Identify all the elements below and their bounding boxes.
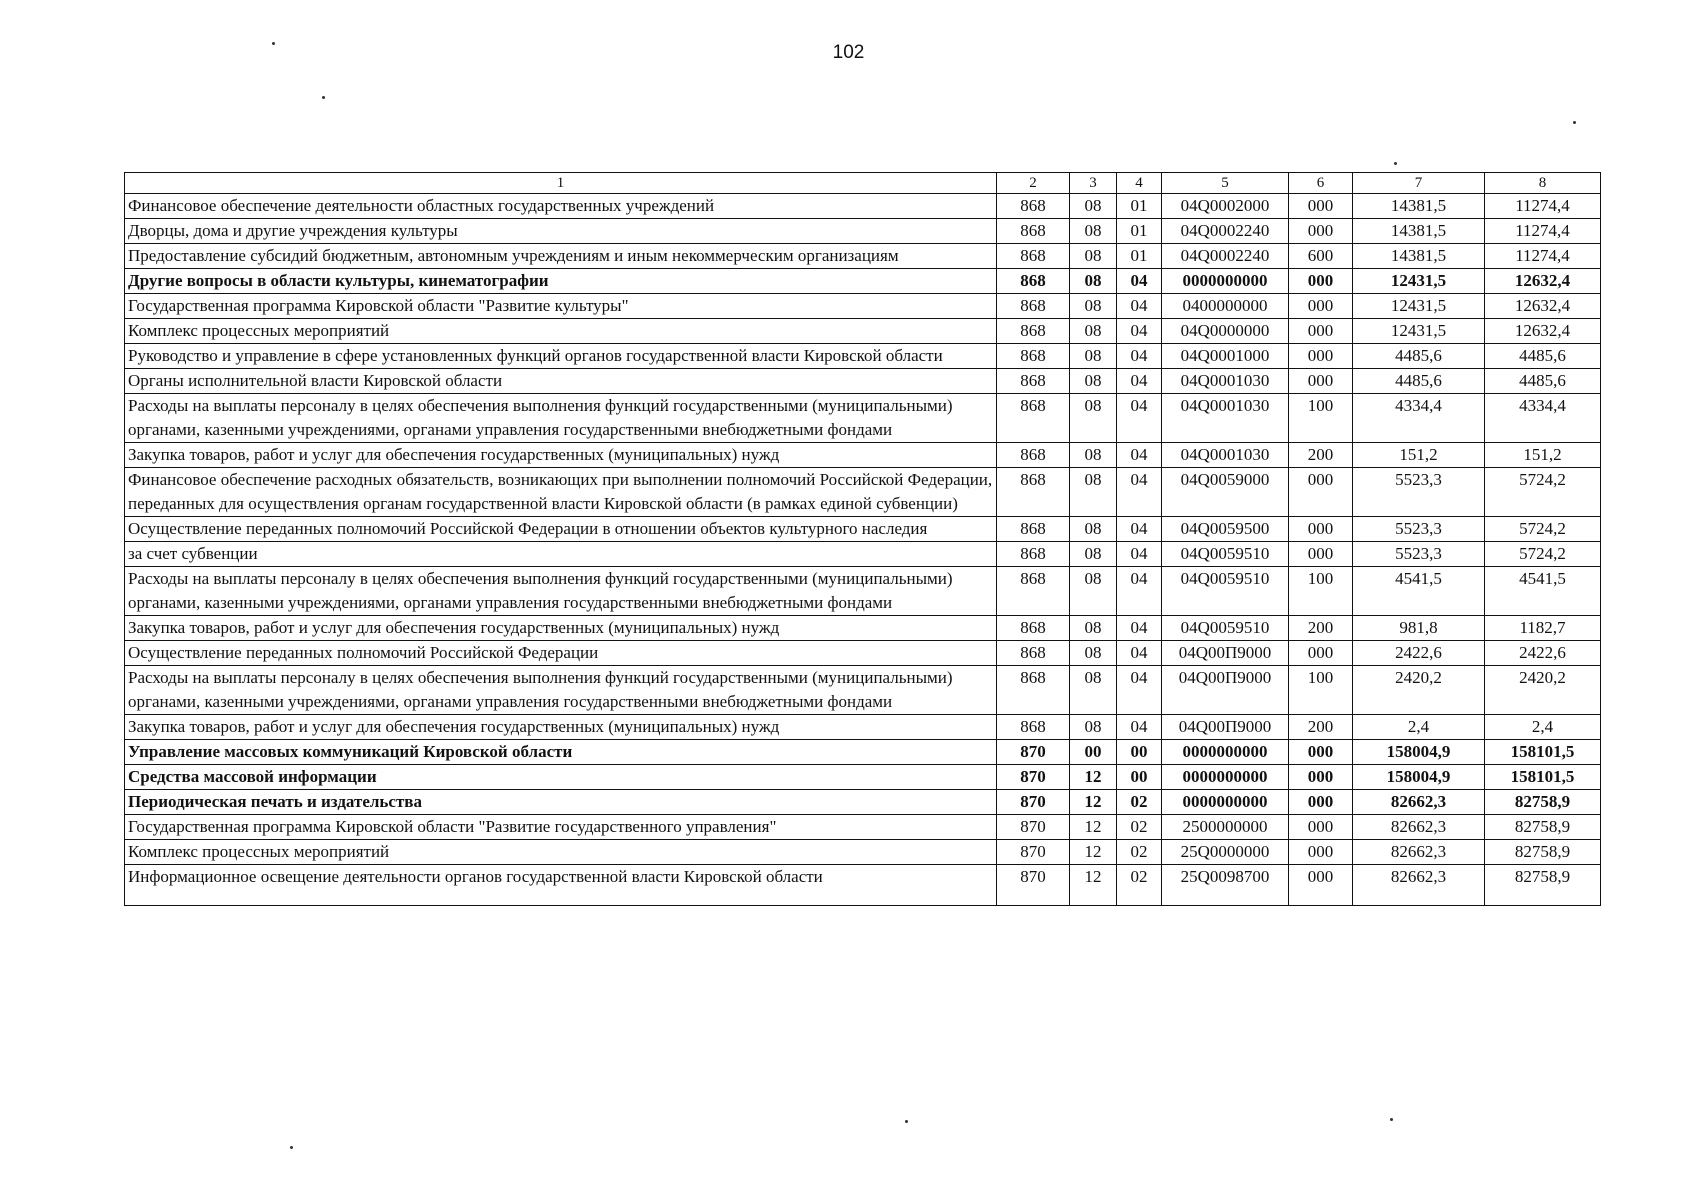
budget-table [124,172,1601,906]
row-name-cell: Комплекс процессных мероприятий [125,319,997,344]
value-cell: 04 [1117,468,1162,517]
value-cell: 868 [997,517,1070,542]
column-header: 8 [1485,173,1601,194]
table-row [125,319,1601,344]
value-cell: 04 [1117,542,1162,567]
value-cell: 08 [1070,394,1117,443]
value-cell: 000 [1289,517,1353,542]
value-cell: 04Q0002240 [1162,244,1289,269]
value-cell: 08 [1070,369,1117,394]
value-cell: 870 [997,865,1070,906]
value-cell: 04 [1117,269,1162,294]
value-cell: 04 [1117,641,1162,666]
value-cell: 158101,5 [1485,765,1601,790]
value-cell: 2500000000 [1162,815,1289,840]
row-name-cell: Средства массовой информации [125,765,997,790]
value-cell: 82758,9 [1485,840,1601,865]
value-cell: 0000000000 [1162,740,1289,765]
value-cell: 04Q0001000 [1162,344,1289,369]
value-cell: 12 [1070,815,1117,840]
value-cell: 000 [1289,865,1353,906]
row-name-cell: Финансовое обеспечение расходных обязательств, возникающих при выполнении полномочий Российской Федерации, переданных для осуществления органам государственной власти Кировской области (в рамках единой субвенции) [125,468,997,517]
value-cell: 08 [1070,567,1117,616]
value-cell: 08 [1070,666,1117,715]
value-cell: 12632,4 [1485,294,1601,319]
value-cell: 868 [997,443,1070,468]
value-cell: 000 [1289,319,1353,344]
value-cell: 868 [997,294,1070,319]
value-cell: 04Q0059510 [1162,567,1289,616]
row-name-cell: Органы исполнительной власти Кировской области [125,369,997,394]
value-cell: 08 [1070,616,1117,641]
row-name-cell: Периодическая печать и издательства [125,790,997,815]
value-cell: 2422,6 [1485,641,1601,666]
value-cell: 04 [1117,443,1162,468]
page-number: 102 [832,42,865,63]
value-cell: 870 [997,740,1070,765]
row-name-cell: Комплекс процессных мероприятий [125,840,997,865]
value-cell: 0000000000 [1162,269,1289,294]
value-cell: 600 [1289,244,1353,269]
row-name-cell: Расходы на выплаты персоналу в целях обеспечения выполнения функций государственными (муниципальными) органами, казенными учреждениями, органами управления государственными внебюджетными фондами [125,394,997,443]
row-name-cell: Предоставление субсидий бюджетным, автономным учреждениям и иным некоммерческим организациям [125,244,997,269]
scan-speck [290,1146,293,1149]
value-cell: 868 [997,666,1070,715]
value-cell: 5724,2 [1485,542,1601,567]
table-row [125,641,1601,666]
value-cell: 000 [1289,269,1353,294]
value-cell: 08 [1070,517,1117,542]
value-cell: 82662,3 [1353,790,1485,815]
value-cell: 25Q0098700 [1162,865,1289,906]
value-cell: 04 [1117,344,1162,369]
value-cell: 868 [997,369,1070,394]
value-cell: 4485,6 [1485,369,1601,394]
value-cell: 08 [1070,319,1117,344]
value-cell: 000 [1289,765,1353,790]
value-cell: 5724,2 [1485,468,1601,517]
value-cell: 04Q0059000 [1162,468,1289,517]
table-row [125,219,1601,244]
table-row [125,865,1601,906]
value-cell: 04 [1117,517,1162,542]
value-cell: 870 [997,790,1070,815]
value-cell: 000 [1289,740,1353,765]
value-cell: 2422,6 [1353,641,1485,666]
value-cell: 08 [1070,344,1117,369]
value-cell: 01 [1117,194,1162,219]
table-row [125,194,1601,219]
value-cell: 870 [997,840,1070,865]
table-row [125,666,1601,715]
value-cell: 4541,5 [1485,567,1601,616]
value-cell: 04Q0059500 [1162,517,1289,542]
value-cell: 868 [997,542,1070,567]
value-cell: 04Q00П9000 [1162,715,1289,740]
table-row [125,394,1601,443]
value-cell: 151,2 [1353,443,1485,468]
value-cell: 5523,3 [1353,468,1485,517]
value-cell: 04 [1117,394,1162,443]
column-header: 6 [1289,173,1353,194]
value-cell: 00 [1070,740,1117,765]
value-cell: 04Q0002000 [1162,194,1289,219]
value-cell: 12431,5 [1353,294,1485,319]
value-cell: 200 [1289,443,1353,468]
value-cell: 12 [1070,765,1117,790]
value-cell: 100 [1289,394,1353,443]
table-row [125,344,1601,369]
table-row [125,840,1601,865]
value-cell: 08 [1070,244,1117,269]
value-cell: 04 [1117,616,1162,641]
scan-speck [1573,121,1576,124]
value-cell: 14381,5 [1353,244,1485,269]
value-cell: 4485,6 [1353,344,1485,369]
row-name-cell: Государственная программа Кировской области "Развитие культуры" [125,294,997,319]
value-cell: 4485,6 [1485,344,1601,369]
value-cell: 04Q00П9000 [1162,641,1289,666]
value-cell: 82758,9 [1485,865,1601,906]
column-header: 3 [1070,173,1117,194]
value-cell: 08 [1070,468,1117,517]
value-cell: 82662,3 [1353,815,1485,840]
value-cell: 868 [997,567,1070,616]
value-cell: 12 [1070,790,1117,815]
scan-speck [905,1120,908,1123]
value-cell: 12431,5 [1353,319,1485,344]
value-cell: 82662,3 [1353,840,1485,865]
value-cell: 000 [1289,815,1353,840]
value-cell: 04 [1117,666,1162,715]
value-cell: 1182,7 [1485,616,1601,641]
value-cell: 82758,9 [1485,815,1601,840]
row-name-cell: Руководство и управление в сфере установленных функций органов государственной власти Кировской области [125,344,997,369]
value-cell: 12431,5 [1353,269,1485,294]
value-cell: 08 [1070,294,1117,319]
value-cell: 04Q0001030 [1162,443,1289,468]
scan-speck [1390,1118,1393,1121]
table-row [125,443,1601,468]
value-cell: 2420,2 [1485,666,1601,715]
table-row [125,616,1601,641]
value-cell: 200 [1289,715,1353,740]
row-name-cell: Информационное освещение деятельности органов государственной власти Кировской области [125,865,997,906]
row-name-cell: Закупка товаров, работ и услуг для обеспечения государственных (муниципальных) нужд [125,616,997,641]
column-header: 1 [125,173,997,194]
value-cell: 158101,5 [1485,740,1601,765]
value-cell: 5523,3 [1353,542,1485,567]
table-row [125,468,1601,517]
value-cell: 14381,5 [1353,219,1485,244]
value-cell: 868 [997,344,1070,369]
value-cell: 2,4 [1353,715,1485,740]
value-cell: 000 [1289,194,1353,219]
value-cell: 000 [1289,641,1353,666]
value-cell: 868 [997,616,1070,641]
value-cell: 12 [1070,840,1117,865]
value-cell: 100 [1289,567,1353,616]
value-cell: 870 [997,765,1070,790]
value-cell: 04Q0002240 [1162,219,1289,244]
value-cell: 08 [1070,269,1117,294]
value-cell: 25Q0000000 [1162,840,1289,865]
value-cell: 82662,3 [1353,865,1485,906]
value-cell: 000 [1289,369,1353,394]
value-cell: 868 [997,219,1070,244]
value-cell: 868 [997,269,1070,294]
value-cell: 4541,5 [1353,567,1485,616]
value-cell: 868 [997,244,1070,269]
value-cell: 000 [1289,219,1353,244]
value-cell: 0000000000 [1162,765,1289,790]
table-row [125,294,1601,319]
column-header: 5 [1162,173,1289,194]
value-cell: 04 [1117,567,1162,616]
value-cell: 2,4 [1485,715,1601,740]
scan-speck [322,96,325,99]
value-cell: 000 [1289,294,1353,319]
value-cell: 08 [1070,715,1117,740]
value-cell: 100 [1289,666,1353,715]
value-cell: 158004,9 [1353,765,1485,790]
table-row [125,790,1601,815]
table-row [125,244,1601,269]
value-cell: 4334,4 [1353,394,1485,443]
value-cell: 04 [1117,319,1162,344]
table-row [125,542,1601,567]
value-cell: 5523,3 [1353,517,1485,542]
table-row [125,369,1601,394]
value-cell: 02 [1117,865,1162,906]
value-cell: 868 [997,641,1070,666]
value-cell: 000 [1289,790,1353,815]
value-cell: 04 [1117,715,1162,740]
value-cell: 12632,4 [1485,269,1601,294]
value-cell: 04 [1117,294,1162,319]
value-cell: 11274,4 [1485,194,1601,219]
row-name-cell: Расходы на выплаты персоналу в целях обеспечения выполнения функций государственными (муниципальными) органами, казенными учреждениями, органами управления государственными внебюджетными фондами [125,666,997,715]
value-cell: 981,8 [1353,616,1485,641]
column-header: 4 [1117,173,1162,194]
value-cell: 08 [1070,641,1117,666]
row-name-cell: Финансовое обеспечение деятельности областных государственных учреждений [125,194,997,219]
value-cell: 08 [1070,194,1117,219]
row-name-cell: Закупка товаров, работ и услуг для обеспечения государственных (муниципальных) нужд [125,715,997,740]
value-cell: 14381,5 [1353,194,1485,219]
value-cell: 868 [997,468,1070,517]
table-row [125,517,1601,542]
value-cell: 08 [1070,443,1117,468]
value-cell: 04Q0001030 [1162,369,1289,394]
value-cell: 08 [1070,542,1117,567]
value-cell: 4485,6 [1353,369,1485,394]
value-cell: 00 [1117,765,1162,790]
value-cell: 04Q0000000 [1162,319,1289,344]
table-row [125,765,1601,790]
row-name-cell: Государственная программа Кировской области "Развитие государственного управления" [125,815,997,840]
value-cell: 04Q0001030 [1162,394,1289,443]
scan-speck [272,42,275,45]
value-cell: 0000000000 [1162,790,1289,815]
value-cell: 000 [1289,542,1353,567]
value-cell: 00 [1117,740,1162,765]
table-body [125,194,1601,906]
value-cell: 12632,4 [1485,319,1601,344]
value-cell: 01 [1117,219,1162,244]
value-cell: 04Q00П9000 [1162,666,1289,715]
value-cell: 000 [1289,468,1353,517]
value-cell: 0400000000 [1162,294,1289,319]
value-cell: 82758,9 [1485,790,1601,815]
value-cell: 870 [997,815,1070,840]
column-header: 7 [1353,173,1485,194]
value-cell: 4334,4 [1485,394,1601,443]
value-cell: 151,2 [1485,443,1601,468]
value-cell: 04Q0059510 [1162,616,1289,641]
value-cell: 04 [1117,369,1162,394]
value-cell: 2420,2 [1353,666,1485,715]
value-cell: 868 [997,194,1070,219]
row-name-cell: Осуществление переданных полномочий Российской Федерации в отношении объектов культурного наследия [125,517,997,542]
value-cell: 200 [1289,616,1353,641]
value-cell: 08 [1070,219,1117,244]
value-cell: 12 [1070,865,1117,906]
value-cell: 04Q0059510 [1162,542,1289,567]
table-row [125,715,1601,740]
table-row [125,740,1601,765]
row-name-cell: Дворцы, дома и другие учреждения культуры [125,219,997,244]
value-cell: 02 [1117,790,1162,815]
value-cell: 02 [1117,815,1162,840]
value-cell: 868 [997,715,1070,740]
value-cell: 158004,9 [1353,740,1485,765]
value-cell: 000 [1289,840,1353,865]
scan-speck [1394,162,1397,165]
value-cell: 000 [1289,344,1353,369]
column-header: 2 [997,173,1070,194]
value-cell: 868 [997,394,1070,443]
row-name-cell: Другие вопросы в области культуры, кинематографии [125,269,997,294]
header-row [125,173,1601,194]
row-name-cell: Расходы на выплаты персоналу в целях обеспечения выполнения функций государственными (муниципальными) органами, казенными учреждениями, органами управления государственными внебюджетными фондами [125,567,997,616]
row-name-cell: Осуществление переданных полномочий Российской Федерации [125,641,997,666]
value-cell: 11274,4 [1485,244,1601,269]
value-cell: 868 [997,319,1070,344]
table-row [125,269,1601,294]
row-name-cell: Закупка товаров, работ и услуг для обеспечения государственных (муниципальных) нужд [125,443,997,468]
value-cell: 02 [1117,840,1162,865]
value-cell: 01 [1117,244,1162,269]
table-row [125,567,1601,616]
row-name-cell: за счет субвенции [125,542,997,567]
table-row [125,815,1601,840]
value-cell: 11274,4 [1485,219,1601,244]
row-name-cell: Управление массовых коммуникаций Кировской области [125,740,997,765]
value-cell: 5724,2 [1485,517,1601,542]
